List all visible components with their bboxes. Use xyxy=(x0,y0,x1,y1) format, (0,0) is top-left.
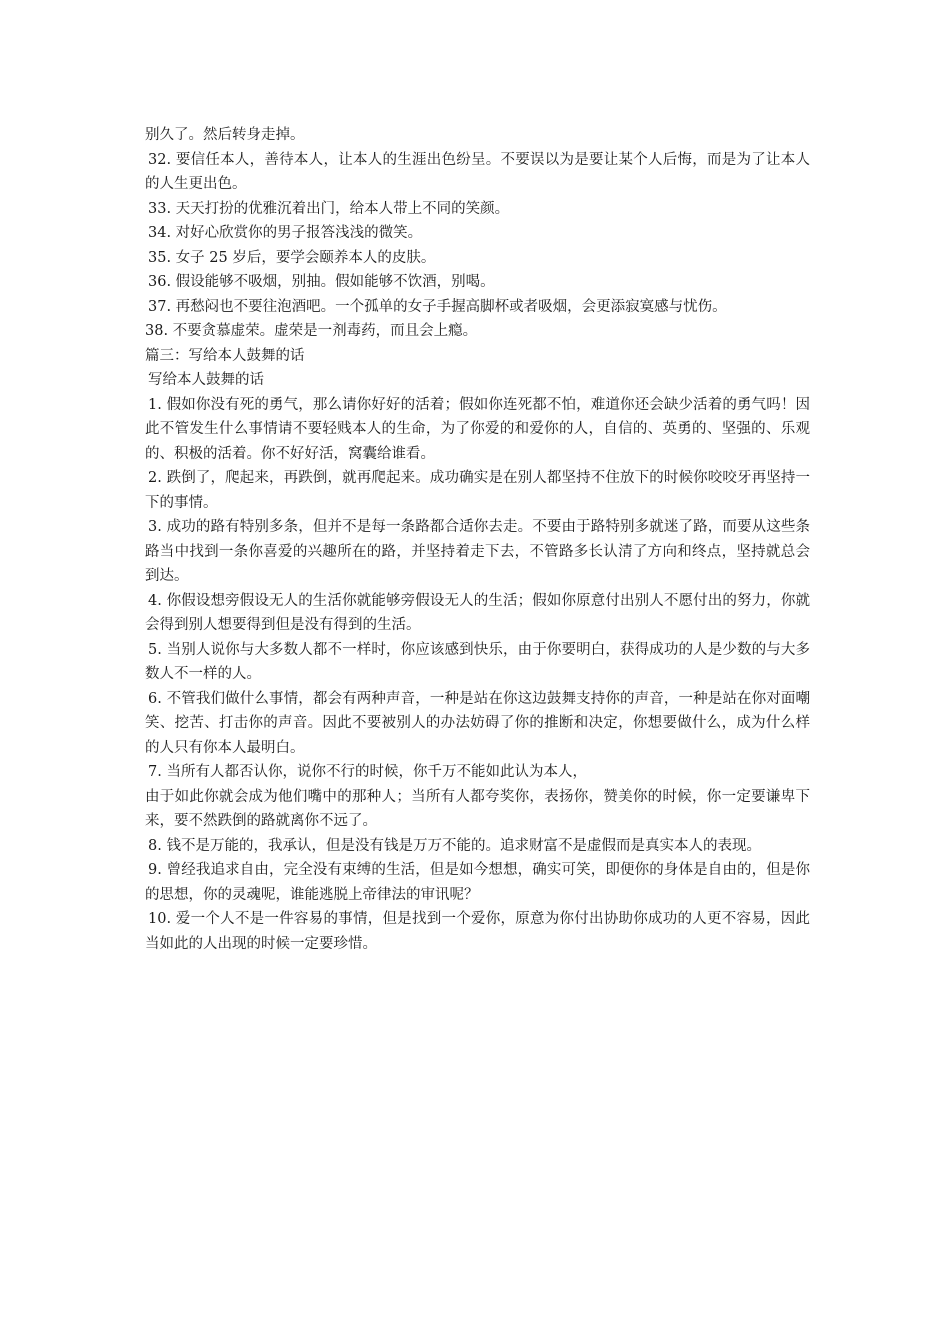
paragraph-item-34: 34. 对好心欣赏你的男子报答浅浅的微笑。 xyxy=(148,225,423,241)
paragraph-item-4: 4. 你假设想旁假设无人的生活你就能够旁假设无人的生活；假如你原意付出别人不愿付出的努力，你就会得到别人想要得到但是没有得到的生活。 xyxy=(145,592,810,633)
paragraph-item-36: 36. 假设能够不吸烟，别抽。假如能够不饮酒，别喝。 xyxy=(148,274,495,290)
paragraph-item-33: 33. 天天打扮的优雅沉着出门，给本人带上不同的笑颜。 xyxy=(148,200,510,217)
paragraph-item-10: 10. 爱一个人不是一件容易的事情，但是找到一个爱你，原意为你付出协助你成功的人更不容易，因此当如此的人出现的时候一定要珍惜。 xyxy=(145,911,810,952)
section-subtitle: 写给本人鼓舞的话 xyxy=(148,372,264,388)
section-heading: 篇三：写给本人鼓舞的话 xyxy=(145,347,305,364)
paragraph-item-7-continued: 由于如此你就会成为他们嘴中的那种人；当所有人都夸奖你，表扬你，赞美你的时候，你一定要谦卑下来，要不然跌倒的路就离你不远了。 xyxy=(145,788,810,829)
paragraph-item-37: 37. 再愁闷也不要往泡酒吧。一个孤单的女子手握高脚杯或者吸烟，会更添寂寞感与忧伤。 xyxy=(148,298,727,315)
paragraph-item-6: 6. 不管我们做什么事情，都会有两种声音，一种是站在你这边鼓舞支持你的声音，一种是站在你对面嘲笑、挖苦、打击你的声音。因此不要被别人的办法妨碍了你的推断和决定，你想要做什么，成为什么样的人只有你本人最明白。 xyxy=(145,690,810,756)
paragraph-item-1: 1. 假如你没有死的勇气，那么请你好好的活着；假如你连死都不怕，难道你还会缺少活着的勇气吗！因此不管发生什么事情请不要轻贱本人的生命，为了你爱的和爱你的人，自信的、英勇的、坚强的、乐观的、积极的活着。你不好好活，窝囊给谁看。 xyxy=(145,396,810,462)
paragraph-item-3: 3. 成功的路有特别多条，但并不是每一条路都合适你去走。不要由于路特别多就迷了路，而要从这些条路当中找到一条你喜爱的兴趣所在的路，并坚持着走下去，不管路多长认清了方向和终点，坚持就总会到达。 xyxy=(145,519,810,584)
paragraph-item-35: 35. 女子 25 岁后，要学会颐养本人的皮肤。 xyxy=(148,249,436,266)
paragraph-item-9: 9. 曾经我追求自由，完全没有束缚的生活，但是如今想想，确实可笑，即便你的身体是自由的，但是你的思想，你的灵魂呢，谁能逃脱上帝律法的审讯呢？ xyxy=(145,862,810,903)
document-body xyxy=(145,123,810,956)
paragraph: 别久了。然后转身走掉。 xyxy=(145,127,305,143)
paragraph-item-38: 38. 不要贪慕虚荣。虚荣是一剂毒药，而且会上瘾。 xyxy=(145,323,478,339)
paragraph-item-5: 5. 当别人说你与大多数人都不一样时，你应该感到快乐，由于你要明白，获得成功的人是少数的与大多数人不一样的人。 xyxy=(145,641,810,682)
paragraph-item-7: 7. 当所有人都否认你，说你不行的时候，你千万不能如此认为本人， xyxy=(148,764,587,780)
paragraph-item-8: 8. 钱不是万能的，我承认，但是没有钱是万万不能的。追求财富不是虚假而是真实本人的表现。 xyxy=(148,837,761,854)
paragraph-item-32: 32. 要信任本人，善待本人，让本人的生涯出色纷呈。不要误以为是要让某个人后悔，而是为了让本人的人生更出色。 xyxy=(145,151,810,192)
paragraph-item-2: 2. 跌倒了，爬起来，再跌倒，就再爬起来。成功确实是在别人都坚持不住放下的时候你咬咬牙再坚持一下的事情。 xyxy=(145,470,810,511)
